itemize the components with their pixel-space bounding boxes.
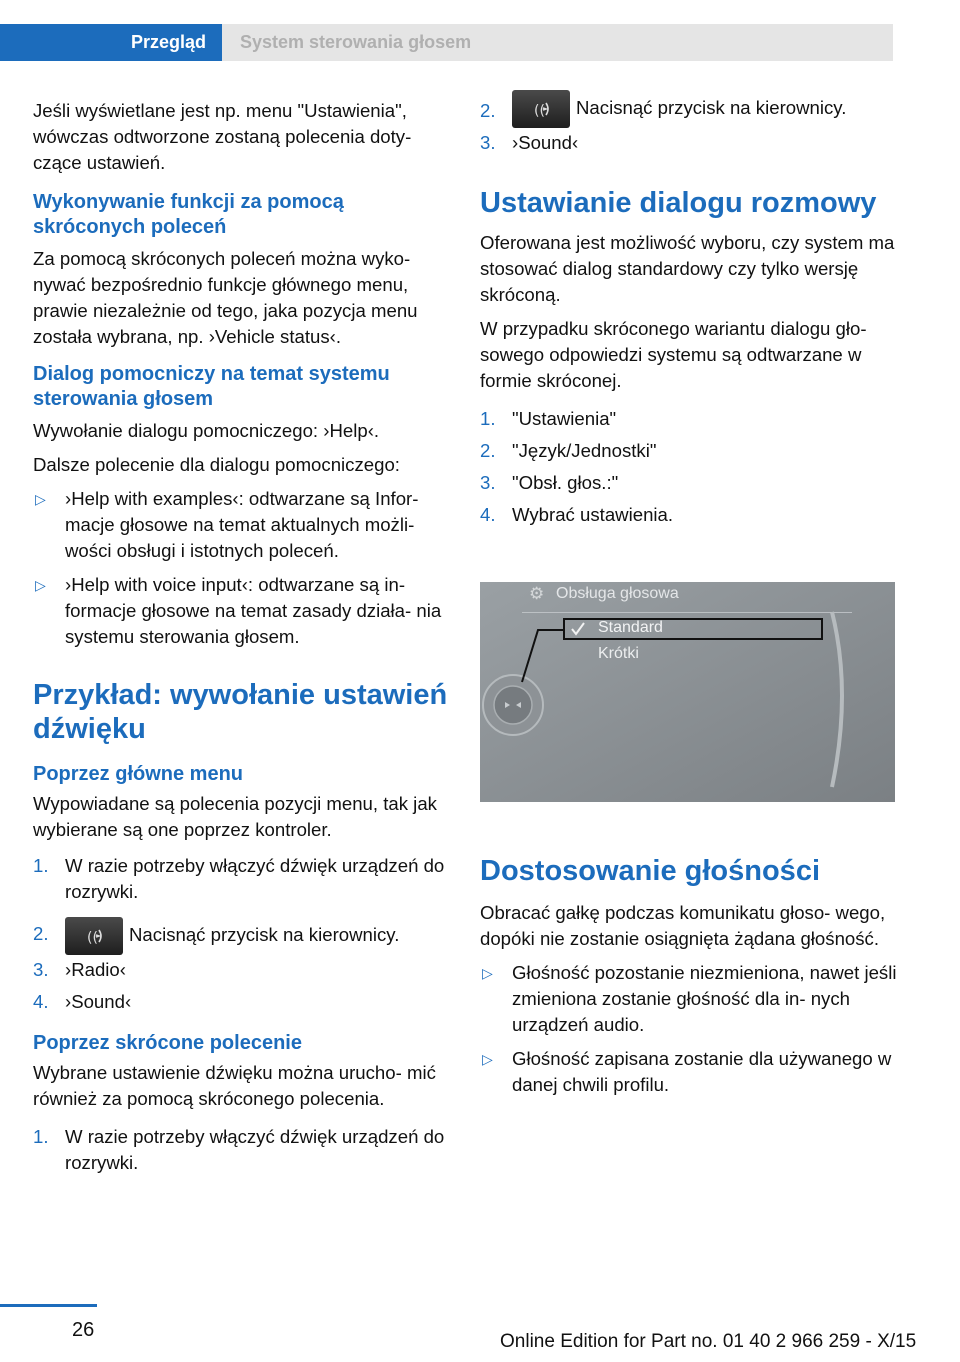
header-tab-overview: [0, 24, 222, 61]
screen-title: Obsługa głosowa: [556, 585, 679, 602]
steering-voice-button-icon: [512, 90, 570, 128]
triangle-bullet-icon: ▷: [482, 1051, 493, 1067]
bullet-item: [480, 960, 900, 1038]
steering-voice-button-icon: [65, 917, 123, 955]
paragraph: Wybrane ustawienie dźwięku można urucho‐ mić również za pomocą skróconego polecenia.: [33, 1062, 436, 1109]
section-heading: Ustawianie dialogu rozmowy: [480, 187, 877, 219]
paragraph: Za pomocą skróconych poleceń można wyko‐ nywać bezpośrednio funkcje głównego menu, prawie niezależnie od tego, jaka pozycja menu została wybrana, np. ›Vehicle status‹.: [33, 248, 418, 347]
list-item: [33, 957, 448, 983]
list-item: [33, 989, 448, 1015]
list-item: [33, 913, 448, 957]
list-item: [480, 86, 900, 130]
bullet-item: [33, 486, 448, 564]
list-text: "Język/Jednostki": [512, 440, 657, 461]
page-header: [0, 24, 893, 61]
list-number: 3.: [480, 472, 496, 493]
list-text: W razie potrzeby włączyć dźwięk urządzeń do rozrywki.: [65, 855, 445, 902]
list-item: [480, 438, 900, 464]
paragraph: Wywołanie dialogu pomocniczego: ›Help‹.: [33, 420, 380, 441]
list-number: 2.: [480, 440, 496, 461]
option-standard: Standard: [598, 619, 663, 636]
page-number: 26: [72, 1319, 95, 1341]
paragraph: Wypowiadane są polecenia pozycji menu, tak jak wybierane są one poprzez kontroler.: [33, 793, 437, 840]
paragraph: Obracać gałkę podczas komunikatu głoso‐ wego, dopóki nie zostanie osiągnięta żądana głośność.: [480, 902, 886, 949]
intro-text: Jeśli wyświetlane jest np. menu "Ustawienia", wówczas odtworzone zostaną polecenia doty‐ czące ustawień.: [33, 100, 412, 173]
bullet-item: [480, 1046, 900, 1098]
list-text: ›Sound‹: [65, 991, 132, 1012]
svg-text:((: ((: [534, 103, 545, 120]
gear-icon: ⚙: [529, 584, 545, 603]
list-number: 2.: [480, 100, 496, 121]
list-item: [480, 130, 900, 156]
list-number: 2.: [33, 923, 49, 944]
header-tab-label: Przegląd: [130, 32, 206, 52]
bullet-text: Głośność zapisana zostanie dla używanego w danej chwili profilu.: [512, 1048, 892, 1095]
list-text: Nacisnąć przycisk na kierownicy.: [129, 924, 400, 945]
list-item: [33, 1124, 448, 1176]
idrive-screen-image: [480, 582, 895, 802]
bullet-text: ›Help with voice input‹: odtwarzane są in‐ formacje głosowe na temat zasady działa‐ nia systemu sterowania głosem.: [65, 574, 442, 647]
left-column: [33, 98, 448, 1176]
list-number: 4.: [480, 504, 496, 525]
list-text: "Obsł. głos.:": [512, 472, 619, 493]
list-text: Wybrać ustawienia.: [512, 504, 674, 525]
paragraph: Dalsze polecenie dla dialogu pomocniczego:: [33, 454, 400, 475]
bullet-item: [33, 572, 448, 650]
footer-rule: [0, 1304, 97, 1307]
right-column: [480, 98, 900, 528]
section-heading: Dostosowanie głośności: [480, 855, 820, 887]
subheading: Poprzez główne menu: [33, 763, 244, 785]
subheading: Dialog pomocniczy na temat systemu sterowania głosem: [33, 363, 390, 410]
header-tab-section: [222, 24, 893, 61]
list-item: [33, 853, 448, 905]
list-number: 1.: [480, 408, 496, 429]
list-number: 3.: [480, 132, 496, 153]
subheading: Poprzez skrócone polecenie: [33, 1032, 302, 1054]
bullet-text: ›Help with examples‹: odtwarzane są Infor‐ macje głosowe na temat aktualnych możli‐ wości obsługi i istotnych poleceń.: [65, 488, 419, 561]
header-section-label: System sterowania głosem: [240, 32, 472, 52]
svg-text:((: ((: [87, 930, 98, 947]
list-text: Nacisnąć przycisk na kierownicy.: [576, 97, 847, 118]
bullet-text: Głośność pozostanie niezmieniona, nawet jeśli zmieniona zostanie głośność dla in‐ nych urządzeń audio.: [512, 962, 897, 1035]
right-column-lower: [480, 854, 900, 1098]
subheading: Wykonywanie funkcji za pomocą skróconych poleceń: [33, 191, 344, 238]
list-text: ›Sound‹: [512, 132, 579, 153]
list-text: "Ustawienia": [512, 408, 617, 429]
list-number: 1.: [33, 855, 49, 876]
triangle-bullet-icon: ▷: [35, 577, 46, 593]
list-item: [480, 406, 900, 432]
list-item: [480, 502, 900, 528]
paragraph: Oferowana jest możliwość wyboru, czy system ma stosować dialog standardowy czy tylko wersję skróconą.: [480, 232, 895, 305]
list-number: 3.: [33, 959, 49, 980]
list-text: W razie potrzeby włączyć dźwięk urządzeń do rozrywki.: [65, 1126, 445, 1173]
paragraph: W przypadku skróconego wariantu dialogu gło‐ sowego odpowiedzi systemu są odtwarzane w formie skróconej.: [480, 318, 867, 391]
list-number: 1.: [33, 1126, 49, 1147]
edition-text: Online Edition for Part no. 01 40 2 966 259 - X/15: [500, 1331, 917, 1352]
list-item: [480, 470, 900, 496]
option-short: Krótki: [598, 645, 639, 662]
section-heading: Przykład: wywołanie ustawień dźwięku: [33, 679, 448, 745]
list-text: ›Radio‹: [65, 959, 126, 980]
triangle-bullet-icon: ▷: [35, 491, 46, 507]
list-number: 4.: [33, 991, 49, 1012]
triangle-bullet-icon: ▷: [482, 965, 493, 981]
